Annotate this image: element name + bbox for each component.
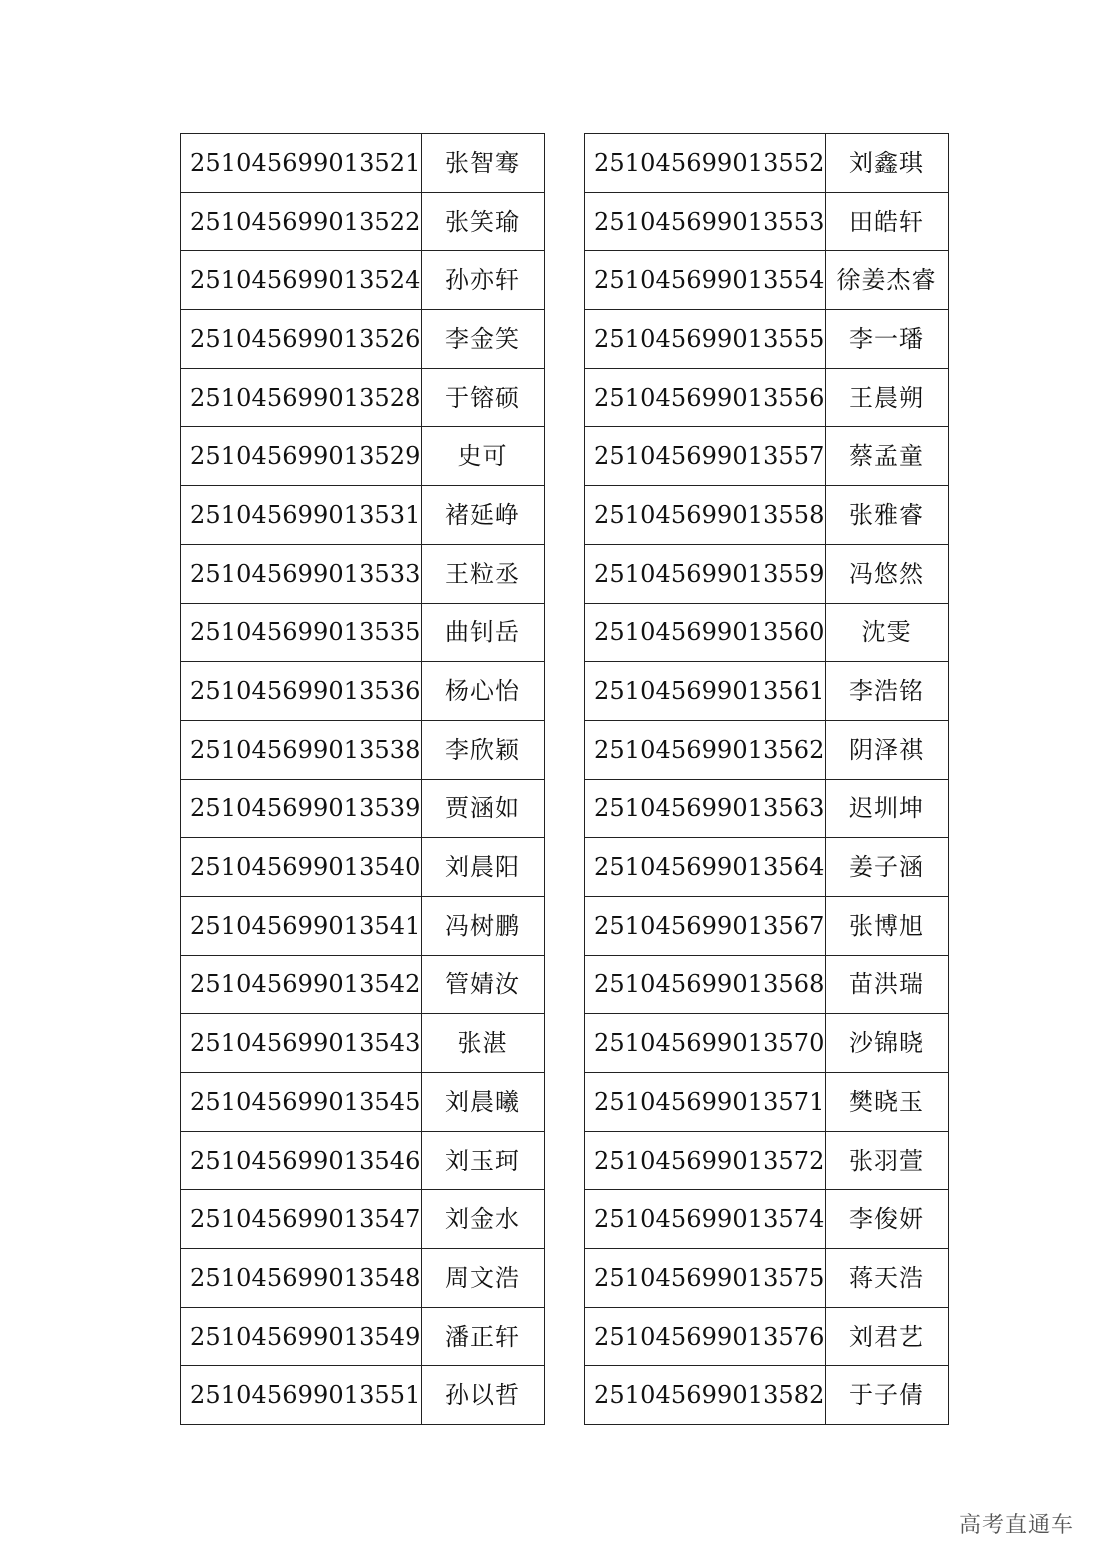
student-name-cell: 张博旭: [825, 896, 948, 955]
table-row: [181, 427, 545, 486]
table-row: [181, 955, 545, 1014]
exam-id-cell: 251045699013538: [181, 720, 422, 779]
student-name-cell: 管婧汝: [421, 955, 544, 1014]
student-name-cell: 沈雯: [825, 603, 948, 662]
exam-id-cell: 251045699013524: [181, 251, 422, 310]
table-row: [585, 544, 949, 603]
exam-id-cell: 251045699013556: [585, 368, 826, 427]
student-name-cell: 褚延峥: [421, 486, 544, 545]
exam-id-cell: 251045699013548: [181, 1249, 422, 1308]
student-name-cell: 冯树鹏: [421, 896, 544, 955]
watermark: 高考直通车: [958, 1513, 1074, 1538]
table-row: [181, 1249, 545, 1308]
exam-id-cell: 251045699013535: [181, 603, 422, 662]
student-name-cell: 王粒丞: [421, 544, 544, 603]
student-name-cell: 于子倩: [825, 1366, 948, 1425]
table-row: [181, 251, 545, 310]
student-name-cell: 张智骞: [421, 134, 544, 193]
exam-id-cell: 251045699013543: [181, 1014, 422, 1073]
table-row: [585, 779, 949, 838]
student-name-cell: 潘正轩: [421, 1307, 544, 1366]
table-row: [181, 779, 545, 838]
student-name-cell: 杨心怡: [421, 662, 544, 721]
table-row: [181, 662, 545, 721]
table-row: [585, 1307, 949, 1366]
student-name-cell: 沙锦晓: [825, 1014, 948, 1073]
student-name-cell: 张雅睿: [825, 486, 948, 545]
table-row: [181, 1014, 545, 1073]
student-name-cell: 刘玉珂: [421, 1131, 544, 1190]
table-row: [181, 310, 545, 369]
table-row: [181, 1190, 545, 1249]
student-name-cell: 于镕硕: [421, 368, 544, 427]
exam-id-cell: 251045699013552: [585, 134, 826, 193]
exam-id-cell: 251045699013546: [181, 1131, 422, 1190]
student-name-cell: 蔡孟童: [825, 427, 948, 486]
exam-id-cell: 251045699013536: [181, 662, 422, 721]
table-row: [181, 603, 545, 662]
table-row: [585, 720, 949, 779]
student-name-cell: 姜子涵: [825, 838, 948, 897]
exam-id-cell: 251045699013539: [181, 779, 422, 838]
exam-id-cell: 251045699013529: [181, 427, 422, 486]
table-row: [181, 720, 545, 779]
student-name-cell: 刘鑫琪: [825, 134, 948, 193]
table-row: [585, 486, 949, 545]
table-row: [181, 1307, 545, 1366]
table-row: [181, 192, 545, 251]
table-row: [181, 486, 545, 545]
table-row: [585, 1131, 949, 1190]
table-row: [181, 368, 545, 427]
student-name-cell: 樊晓玉: [825, 1073, 948, 1132]
exam-id-cell: 251045699013562: [585, 720, 826, 779]
table-row: [585, 896, 949, 955]
student-name-cell: 李金笑: [421, 310, 544, 369]
student-name-cell: 蒋天浩: [825, 1249, 948, 1308]
exam-id-cell: 251045699013558: [585, 486, 826, 545]
exam-id-cell: 251045699013560: [585, 603, 826, 662]
exam-id-cell: 251045699013522: [181, 192, 422, 251]
exam-id-cell: 251045699013574: [585, 1190, 826, 1249]
student-name-cell: 徐姜杰睿: [825, 251, 948, 310]
exam-id-cell: 251045699013570: [585, 1014, 826, 1073]
exam-id-cell: 251045699013555: [585, 310, 826, 369]
right-roster-table: [584, 133, 949, 1425]
exam-id-cell: 251045699013541: [181, 896, 422, 955]
table-row: [585, 310, 949, 369]
table-row: [585, 662, 949, 721]
exam-id-cell: 251045699013572: [585, 1131, 826, 1190]
student-name-cell: 曲钊岳: [421, 603, 544, 662]
table-row: [181, 896, 545, 955]
table-row: [585, 1014, 949, 1073]
table-row: [181, 134, 545, 193]
exam-id-cell: 251045699013528: [181, 368, 422, 427]
exam-id-cell: 251045699013542: [181, 955, 422, 1014]
exam-id-cell: 251045699013551: [181, 1366, 422, 1425]
student-name-cell: 迟圳坤: [825, 779, 948, 838]
student-name-cell: 刘晨阳: [421, 838, 544, 897]
exam-id-cell: 251045699013564: [585, 838, 826, 897]
student-name-cell: 张笑瑜: [421, 192, 544, 251]
student-name-cell: 史可: [421, 427, 544, 486]
student-name-cell: 李浩铭: [825, 662, 948, 721]
exam-id-cell: 251045699013521: [181, 134, 422, 193]
student-name-cell: 刘君艺: [825, 1307, 948, 1366]
table-row: [181, 1073, 545, 1132]
table-row: [585, 368, 949, 427]
student-name-cell: 李俊妍: [825, 1190, 948, 1249]
exam-id-cell: 251045699013568: [585, 955, 826, 1014]
exam-id-cell: 251045699013553: [585, 192, 826, 251]
exam-id-cell: 251045699013575: [585, 1249, 826, 1308]
table-row: [585, 251, 949, 310]
student-name-cell: 刘晨曦: [421, 1073, 544, 1132]
exam-id-cell: 251045699013563: [585, 779, 826, 838]
table-row: [585, 427, 949, 486]
table-row: [585, 192, 949, 251]
exam-id-cell: 251045699013571: [585, 1073, 826, 1132]
table-row: [585, 134, 949, 193]
table-row: [585, 1073, 949, 1132]
table-row: [585, 1190, 949, 1249]
student-name-cell: 李欣颖: [421, 720, 544, 779]
student-name-cell: 王晨朔: [825, 368, 948, 427]
table-row: [585, 955, 949, 1014]
exam-id-cell: 251045699013557: [585, 427, 826, 486]
student-name-cell: 张羽萱: [825, 1131, 948, 1190]
exam-id-cell: 251045699013549: [181, 1307, 422, 1366]
table-row: [181, 1366, 545, 1425]
exam-id-cell: 251045699013531: [181, 486, 422, 545]
student-name-cell: 冯悠然: [825, 544, 948, 603]
exam-id-cell: 251045699013559: [585, 544, 826, 603]
student-name-cell: 孙以哲: [421, 1366, 544, 1425]
student-name-cell: 孙亦轩: [421, 251, 544, 310]
exam-id-cell: 251045699013576: [585, 1307, 826, 1366]
table-row: [181, 1131, 545, 1190]
exam-id-cell: 251045699013561: [585, 662, 826, 721]
exam-id-cell: 251045699013545: [181, 1073, 422, 1132]
student-name-cell: 阴泽祺: [825, 720, 948, 779]
exam-id-cell: 251045699013540: [181, 838, 422, 897]
student-name-cell: 李一璠: [825, 310, 948, 369]
student-name-cell: 贾涵如: [421, 779, 544, 838]
exam-id-cell: 251045699013533: [181, 544, 422, 603]
table-row: [585, 838, 949, 897]
exam-id-cell: 251045699013547: [181, 1190, 422, 1249]
table-row: [585, 1249, 949, 1308]
exam-id-cell: 251045699013567: [585, 896, 826, 955]
left-roster-table: [180, 133, 545, 1425]
student-name-cell: 田皓轩: [825, 192, 948, 251]
exam-id-cell: 251045699013554: [585, 251, 826, 310]
table-row: [181, 544, 545, 603]
student-name-cell: 周文浩: [421, 1249, 544, 1308]
table-row: [585, 1366, 949, 1425]
exam-id-cell: 251045699013582: [585, 1366, 826, 1425]
table-row: [181, 838, 545, 897]
table-row: [585, 603, 949, 662]
student-name-cell: 刘金水: [421, 1190, 544, 1249]
student-name-cell: 苗洪瑞: [825, 955, 948, 1014]
exam-id-cell: 251045699013526: [181, 310, 422, 369]
student-name-cell: 张湛: [421, 1014, 544, 1073]
